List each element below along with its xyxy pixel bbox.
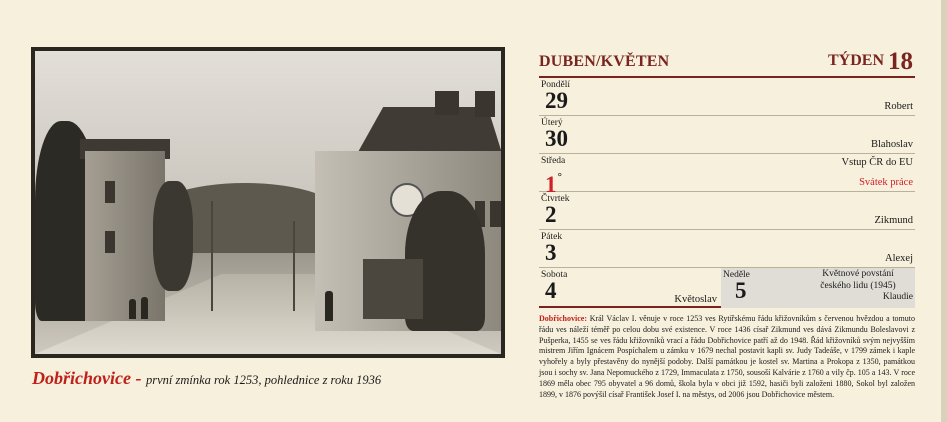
sunday-note-line2: českého lidu (1945) <box>820 280 896 291</box>
day-name: Sobota <box>541 270 568 280</box>
week-number: 18 <box>888 48 913 75</box>
week-label: TÝDEN <box>827 52 884 69</box>
sunday-note <box>803 269 913 304</box>
day-event: Vstup ČR do EU <box>841 157 913 168</box>
day-name: Pondělí <box>541 80 571 90</box>
week-indicator <box>828 48 913 76</box>
day-number: 5 <box>735 278 747 303</box>
history-text <box>539 314 915 400</box>
day-name: Pátek <box>541 232 563 242</box>
weekend-row <box>539 268 915 308</box>
sunday-note-line1: Květnové povstání <box>822 269 894 279</box>
nameday: Alexej <box>885 253 913 264</box>
holiday-day-number: 1 <box>545 172 557 197</box>
caption-place: Dobřichovice <box>32 368 131 388</box>
day-row-monday <box>539 78 915 116</box>
nameday: Květoslav <box>674 294 717 305</box>
day-row-tuesday <box>539 116 915 154</box>
full-moon-mark: ° <box>557 171 562 183</box>
day-name: Úterý <box>541 118 563 128</box>
month-title: DUBEN/KVĚTEN <box>539 53 670 70</box>
day-row-friday <box>539 230 915 268</box>
week-calendar <box>539 48 915 308</box>
day-name: Neděle <box>723 270 750 280</box>
historic-postcard-photo <box>31 47 505 358</box>
day-name: Středa <box>541 156 566 166</box>
sunday-nameday: Klaudie <box>882 292 913 302</box>
day-row-wednesday <box>539 154 915 197</box>
caption-separator: - <box>130 368 146 388</box>
calendar-header <box>539 48 915 78</box>
holiday-label: Svátek práce <box>859 177 913 188</box>
day-number: 2 <box>545 202 557 227</box>
day-row-thursday <box>539 192 915 230</box>
sunday-cell <box>721 268 915 308</box>
day-number: 29 <box>545 88 568 113</box>
nameday: Robert <box>884 101 913 112</box>
day-name: Čtvrtek <box>541 194 570 204</box>
nameday: Zikmund <box>874 215 913 226</box>
day-number: 30 <box>545 126 568 151</box>
history-lead: Dobřichovice: <box>539 314 587 323</box>
saturday-cell <box>539 268 721 308</box>
page-edge <box>941 0 947 422</box>
nameday: Blahoslav <box>871 139 913 150</box>
history-body: Král Václav I. věnuje v roce 1253 ves Rytířskému řádu křižovníkům s červenou hvězdou a tomuto řádu ves náleží téměř po celou dobu své existence. V roce 1436 císař Zikmund ves dává Zikmundu Boleslavovi z Pušperka, 1455 se ves řádu křižovníků vrací a řádu Dobřichovice patří až do 1948. Řád křižovníků svým nejvyšším mistrem Jiřím Ignácem Pospíchalem u zámku v 1679 nechal postavit kapli sv. Judy Tadeáše, v 1799 zámek i kaple vyhořely a byly přestavěny do nynější podoby. Další památkou je kostel sv. Martina a Prokopa z 1350, památkou jsou i sochy sv. Jana Nepomuckého z 1729, Immaculata z 1750, sousoší Kalvárie z 1760 a vily čp. 105 a 143. V roce 1869 měla obec 795 obyvatel a 96 domů, škola byla v obci již 1592, hasiči byli založeni 1880, Sokol byl založen 1899, v 1876 povýšil císař František Josef I. na městys, od 2006 jsou Dobřichovice městem. <box>539 314 915 399</box>
day-number: 4 <box>545 278 557 303</box>
day-number: 3 <box>545 240 557 265</box>
caption-text: první zmínka rok 1253, pohlednice z roku 1936 <box>145 373 382 387</box>
photo-caption <box>32 368 381 389</box>
